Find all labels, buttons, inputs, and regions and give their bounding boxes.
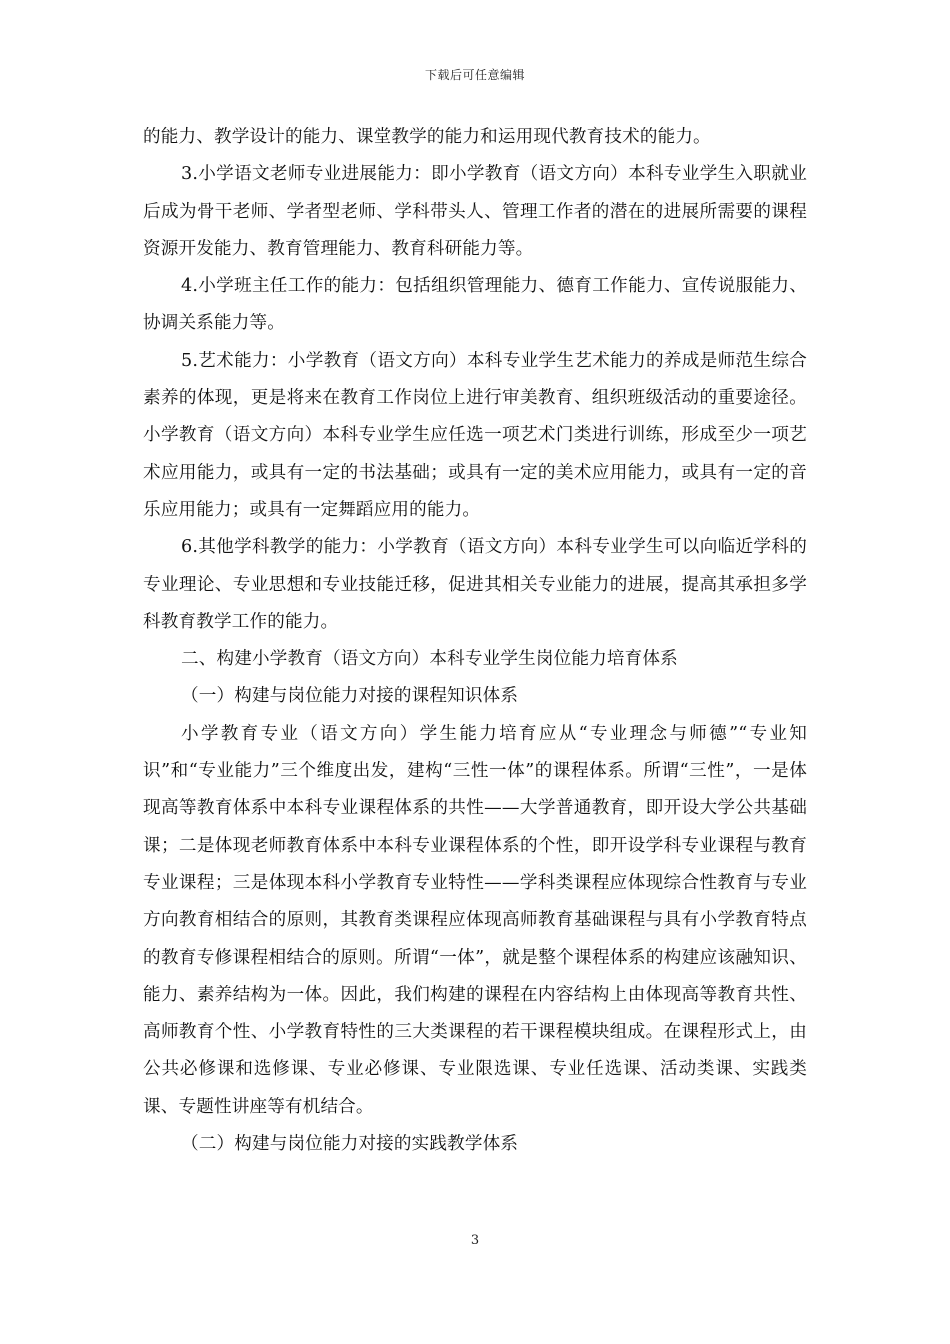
- section-heading: 二、构建小学教育（语文方向）本科专业学生岗位能力培育体系: [181, 649, 678, 670]
- paragraph-continuation: 的能力、教学设计的能力、课堂教学的能力和运用现代教育技术的能力。: [143, 127, 711, 147]
- page-header: 下载后可任意编辑: [424, 68, 525, 82]
- paragraph-item-5: 5.艺术能力：小学教育（语文方向）本科专业学生艺术能力的养成是师范生综合素养的体现，更是将来在教育工作岗位上进行审美教育、组织班级活动的重要途径。小学教育（语文方向）本科专业学生应任选一项艺术门类进行训练，形成至少一项艺术应用能力，或具有一定的书法基础；或具有一定的美术应用能力，或具有一定的音乐应用能力；或具有一定舞蹈应用的能力。: [143, 350, 807, 520]
- subsection-heading-2: （二）构建与岗位能力对接的实践教学体系: [181, 1134, 519, 1155]
- paragraph-item-3: 3.小学语文老师专业进展能力：即小学教育（语文方向）本科专业学生入职就业后成为骨干老师、学者型老师、学科带头人、管理工作者的潜在的进展所需要的课程资源开发能力、教育管理能力、教育科研能力等。: [143, 164, 807, 259]
- page-number: 3: [470, 1233, 480, 1248]
- paragraph-curriculum: 小学教育专业（语文方向）学生能力培育应从“专业理念与师德”“专业知识”和“专业能力”三个维度出发，建构“三性一体”的课程体系。所谓“三性”，一是体现高等教育体系中本科专业课程体系的共性——大学普通教育，即开设大学公共基础课；二是体现老师教育体系中本科专业课程体系的个性，即开设学科专业课程与教育专业课程；三是体现本科小学教育专业特性——学科类课程应体现综合性教育与专业方向教育相结合的原则，其教育类课程应体现高师教育基础课程与具有小学教育特点的教育专修课程相结合的原则。所谓“一体”，就是整个课程体系的构建应该融知识、能力、素养结构为一体。因此，我们构建的课程在内容结构上由体现高等教育共性、高师教育个性、小学教育特性的三大类课程的若干课程模块组成。在课程形式上，由公共必修课和选修课、专业必修课、专业限选课、专业任选课、活动类课、实践类课、专题性讲座等有机结合。: [143, 723, 807, 1117]
- document-body: [143, 119, 807, 1163]
- subsection-heading-1: （一）构建与岗位能力对接的课程知识体系: [181, 686, 519, 707]
- paragraph-item-4: 4.小学班主任工作的能力：包括组织管理能力、德育工作能力、宣传说服能力、协调关系能力等。: [143, 276, 807, 334]
- paragraph-item-6: 6.其他学科教学的能力：小学教育（语文方向）本科专业学生可以向临近学科的专业理论、专业思想和专业技能迁移，促进其相关专业能力的进展，提高其承担多学科教育教学工作的能力。: [143, 537, 807, 632]
